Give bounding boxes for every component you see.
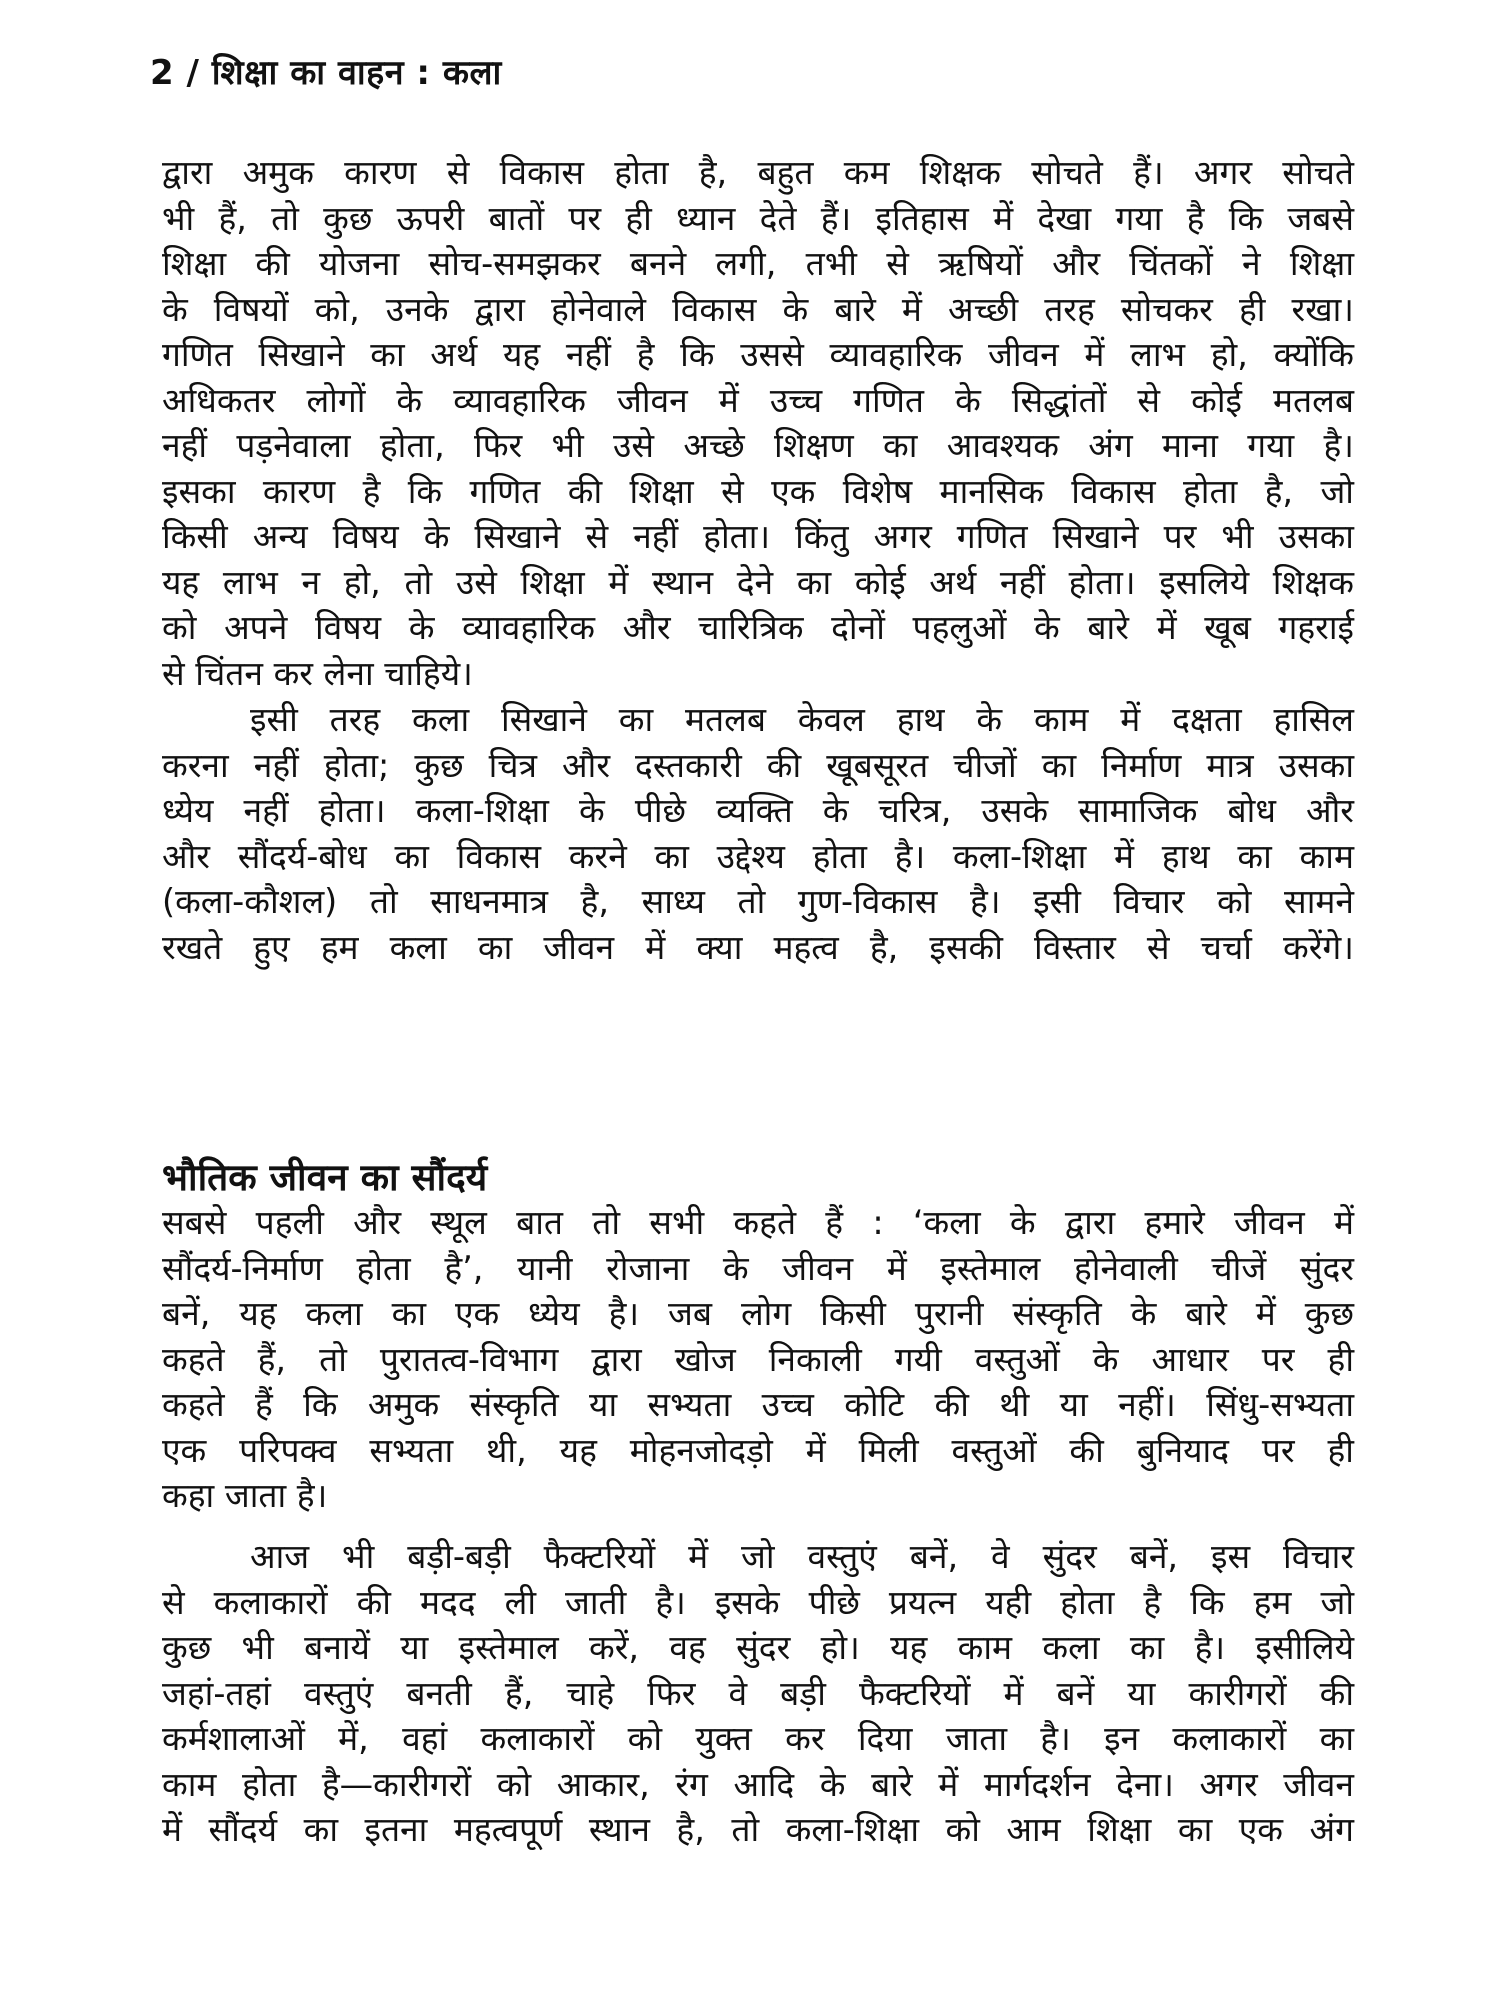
text-line: किसी अन्य विषय के सिखाने से नहीं होता। किंतु अगर गणित सिखाने पर भी उसका xyxy=(162,517,1354,556)
text-line: नहीं पड़नेवाला होता, फिर भी उसे अच्छे शिक्षण का आवश्यक अंग माना गया है। xyxy=(162,426,1354,465)
text-line: करना नहीं होता; कुछ चित्र और दस्तकारी की खूबसूरत चीजों का निर्माण मात्र उसका xyxy=(162,745,1354,785)
text-line: कहा जाता है। xyxy=(162,1476,328,1515)
text-line: इसका कारण है कि गणित की शिक्षा से एक विशेष मानसिक विकास होता है, जो xyxy=(162,471,1354,511)
text-line: यह लाभ न हो, तो उसे शिक्षा में स्थान देने का कोई अर्थ नहीं होता। इसलिये शिक्षक xyxy=(162,562,1354,602)
text-line: और सौंदर्य-बोध का विकास करने का उद्देश्य होता है। कला-शिक्षा में हाथ का काम xyxy=(162,836,1354,876)
section2-paragraph1 xyxy=(162,1200,1354,1519)
text-line: आज भी बड़ी-बड़ी फैक्टरियों में जो वस्तुएं बनें, वे सुंदर बनें, इस विचार xyxy=(250,1537,1354,1576)
text-line: भी हैं, तो कुछ ऊपरी बातों पर ही ध्यान देते हैं। इतिहास में देखा गया है कि जबसे xyxy=(162,198,1354,238)
text-line: सौंदर्य-निर्माण होता है’, यानी रोजाना के जीवन में इस्तेमाल होनेवाली चीजें सुंदर xyxy=(162,1248,1354,1288)
text-line: द्वारा अमुक कारण से विकास होता है, बहुत कम शिक्षक सोचते हैं। अगर सोचते xyxy=(162,153,1354,192)
text-line: बनें, यह कला का एक ध्येय है। जब लोग किसी पुरानी संस्कृति के बारे में कुछ xyxy=(162,1294,1354,1333)
section-heading: भौतिक जीवन का सौंदर्य xyxy=(162,1156,488,1199)
text-line: कहते हैं, तो पुरातत्व-विभाग द्वारा खोज निकाली गयी वस्तुओं के आधार पर ही xyxy=(162,1339,1354,1379)
section2-paragraph2 xyxy=(162,1534,1354,1853)
text-line: काम होता है—कारीगरों को आकार, रंग आदि के बारे में मार्गदर्शन देना। अगर जीवन xyxy=(162,1764,1354,1804)
text-line: (कला-कौशल) तो साधनमात्र है, साध्य तो गुण-विकास है। इसी विचार को सामने xyxy=(162,882,1354,921)
text-line: एक परिपक्व सभ्यता थी, यह मोहनजोदड़ो में मिली वस्तुओं की बुनियाद पर ही xyxy=(162,1430,1354,1470)
text-line: जहां-तहां वस्तुएं बनती हैं, चाहे फिर वे बड़ी फैक्टरियों में बनें या कारीगरों की xyxy=(162,1673,1354,1713)
text-line: को अपने विषय के व्यावहारिक और चारित्रिक दोनों पहलुओं के बारे में खूब गहराई xyxy=(162,608,1354,647)
text-line: ध्येय नहीं होता। कला-शिक्षा के पीछे व्यक्ति के चरित्र, उसके सामाजिक बोध और xyxy=(162,791,1354,830)
text-line: अधिकतर लोगों के व्यावहारिक जीवन में उच्च गणित के सिद्धांतों से कोई मतलब xyxy=(162,380,1354,420)
text-line: कुछ भी बनायें या इस्तेमाल करें, वह सुंदर हो। यह काम कला का है। इसीलिये xyxy=(162,1628,1354,1667)
text-line: से कलाकारों की मदद ली जाती है। इसके पीछे प्रयत्न यही होता है कि हम जो xyxy=(162,1582,1354,1622)
text-line: रखते हुए हम कला का जीवन में क्या महत्व है, इसकी विस्तार से चर्चा करेंगे। xyxy=(162,927,1354,967)
text-line: कर्मशालाओं में, वहां कलाकारों को युक्त कर दिया जाता है। इन कलाकारों का xyxy=(162,1719,1354,1758)
section1-paragraph2 xyxy=(162,697,1354,970)
text-line: में सौंदर्य का इतना महत्वपूर्ण स्थान है, तो कला-शिक्षा को आम शिक्षा का एक अंग xyxy=(162,1810,1354,1849)
text-line: सबसे पहली और स्थूल बात तो सभी कहते हैं : ‘कला के द्वारा हमारे जीवन में xyxy=(162,1203,1354,1242)
text-line: गणित सिखाने का अर्थ यह नहीं है कि उससे व्यावहारिक जीवन में लाभ हो, क्योंकि xyxy=(162,335,1354,374)
text-line: शिक्षा की योजना सोच-समझकर बनने लगी, तभी से ऋषियों और चिंतकों ने शिक्षा xyxy=(162,244,1354,283)
running-head: 2 / शिक्षा का वाहन : कला xyxy=(150,53,502,93)
text-line: इसी तरह कला सिखाने का मतलब केवल हाथ के काम में दक्षता हासिल xyxy=(250,700,1354,739)
text-line: से चिंतन कर लेना चाहिये। xyxy=(162,653,473,693)
text-line: के विषयों को, उनके द्वारा होनेवाले विकास के बारे में अच्छी तरह सोचकर ही रखा। xyxy=(162,289,1354,329)
section1-paragraph1 xyxy=(162,150,1354,696)
text-line: कहते हैं कि अमुक संस्कृति या सभ्यता उच्च कोटि की थी या नहीं। सिंधु-सभ्यता xyxy=(162,1385,1354,1424)
